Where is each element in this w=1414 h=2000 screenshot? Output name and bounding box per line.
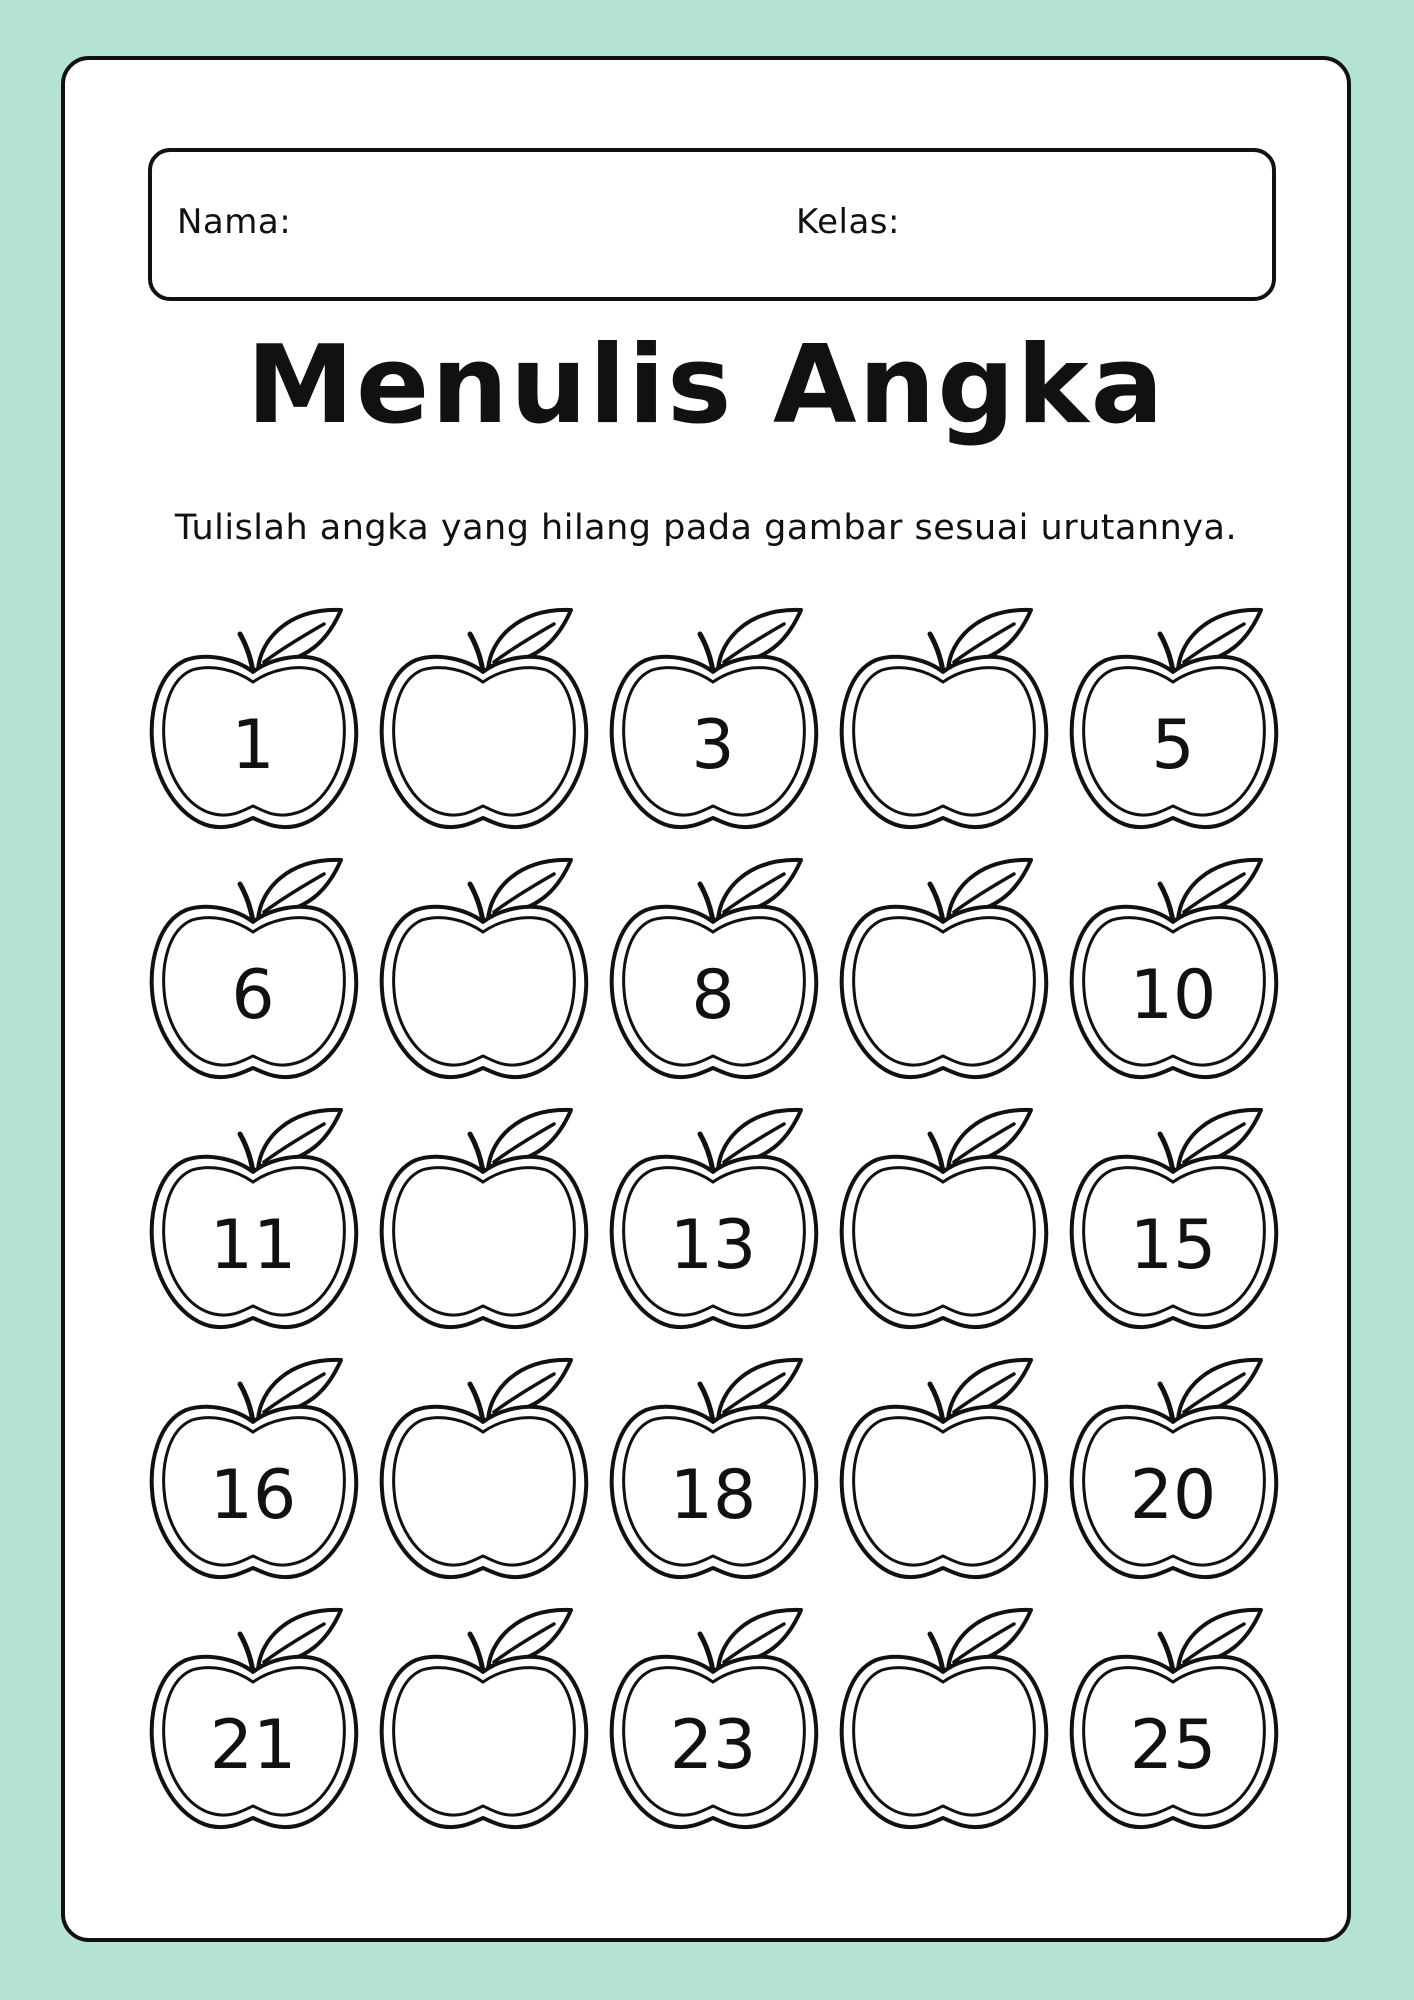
- apple-9[interactable]: [838, 850, 1058, 1080]
- apple-8: [608, 850, 828, 1080]
- apple-grid: [148, 600, 1308, 1850]
- apple-11: [148, 1100, 368, 1330]
- apple-number: 18: [669, 1456, 757, 1535]
- apple-4[interactable]: [838, 600, 1058, 830]
- apple-number: 21: [209, 1706, 297, 1785]
- apple-icon: [838, 1350, 1058, 1580]
- apple-17[interactable]: [378, 1350, 598, 1580]
- apple-number: 1: [231, 706, 275, 785]
- apple-number: 11: [209, 1206, 297, 1285]
- apple-10: [1068, 850, 1288, 1080]
- worksheet: [61, 56, 1351, 1942]
- apple-number: 16: [209, 1456, 297, 1535]
- apple-icon: [838, 850, 1058, 1080]
- apple-16: [148, 1350, 368, 1580]
- apple-number: 8: [691, 956, 735, 1035]
- apple-number: 20: [1129, 1456, 1217, 1535]
- apple-3: [608, 600, 828, 830]
- apple-21: [148, 1600, 368, 1830]
- apple-icon: [378, 850, 598, 1080]
- class-field-label: Kelas:: [796, 202, 900, 242]
- apple-20: [1068, 1350, 1288, 1580]
- name-field-label: Nama:: [177, 202, 292, 242]
- apple-6: [148, 850, 368, 1080]
- apple-18: [608, 1350, 828, 1580]
- apple-number: 13: [669, 1206, 757, 1285]
- apple-24[interactable]: [838, 1600, 1058, 1830]
- apple-22[interactable]: [378, 1600, 598, 1830]
- apple-number: 15: [1129, 1206, 1217, 1285]
- apple-icon: [378, 1100, 598, 1330]
- apple-number: 23: [669, 1706, 757, 1785]
- student-info-box: [148, 148, 1276, 301]
- apple-19[interactable]: [838, 1350, 1058, 1580]
- apple-number: 6: [231, 956, 275, 1035]
- apple-7[interactable]: [378, 850, 598, 1080]
- apple-number: 10: [1129, 956, 1217, 1035]
- apple-1: [148, 600, 368, 830]
- apple-number: 25: [1129, 1706, 1217, 1785]
- worksheet-title: Menulis Angka: [246, 323, 1166, 448]
- apple-12[interactable]: [378, 1100, 598, 1330]
- apple-icon: [378, 600, 598, 830]
- apple-icon: [378, 1600, 598, 1830]
- apple-14[interactable]: [838, 1100, 1058, 1330]
- apple-5: [1068, 600, 1288, 830]
- apple-icon: [838, 1600, 1058, 1830]
- apple-25: [1068, 1600, 1288, 1830]
- apple-2[interactable]: [378, 600, 598, 830]
- worksheet-instruction: Tulislah angka yang hilang pada gambar sesuai urutannya.: [174, 508, 1238, 548]
- apple-icon: [378, 1350, 598, 1580]
- apple-15: [1068, 1100, 1288, 1330]
- apple-number: 3: [691, 706, 735, 785]
- apple-icon: [838, 600, 1058, 830]
- apple-23: [608, 1600, 828, 1830]
- apple-icon: [838, 1100, 1058, 1330]
- apple-number: 5: [1151, 706, 1195, 785]
- apple-13: [608, 1100, 828, 1330]
